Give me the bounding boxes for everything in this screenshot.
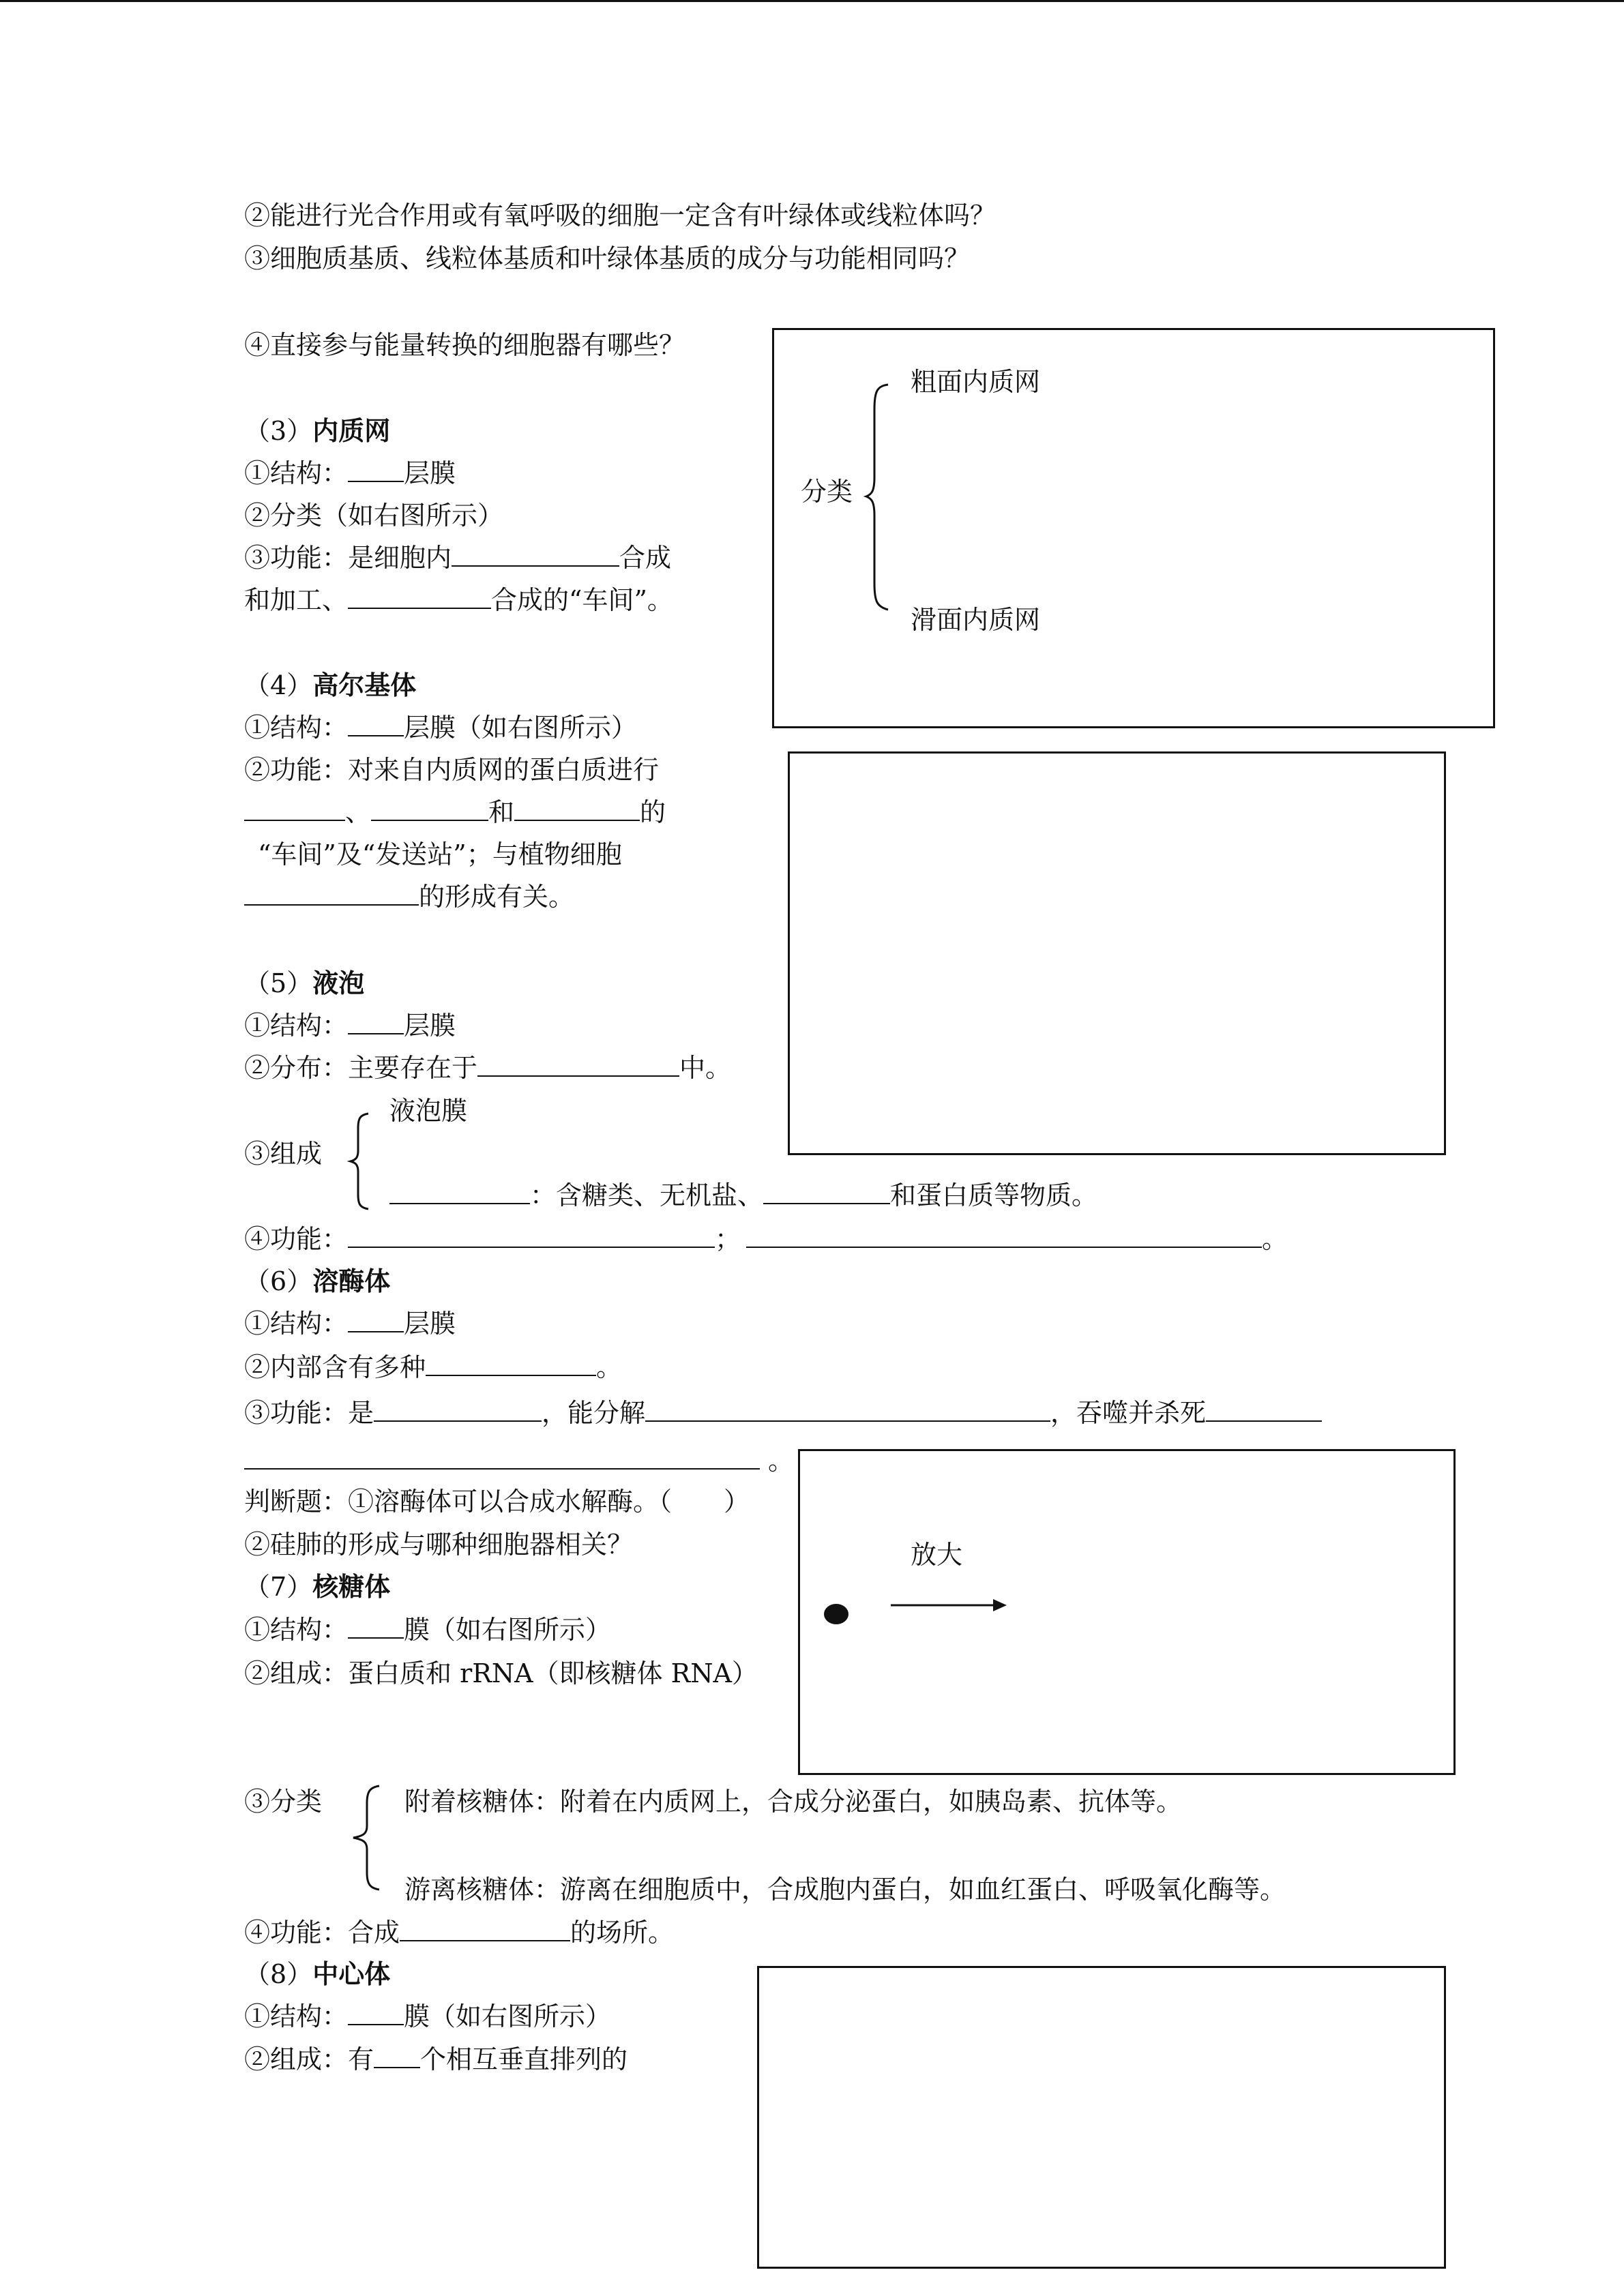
golgi-diagram-box [788,751,1446,1155]
vacuole-membrane: 液泡膜 [389,1096,468,1126]
blank[interactable] [244,882,419,906]
blank[interactable] [348,1011,404,1034]
blank[interactable] [348,1309,404,1332]
blank[interactable] [514,798,640,821]
er-classification: ②分类（如右图所示） [244,501,504,531]
ribosome-free: 游离核糖体：游离在细胞质中，合成胞内蛋白，如血红蛋白、呼吸氧化酶等。 [404,1875,1286,1905]
blank[interactable] [400,1918,570,1941]
lysosome-judge: 判断题：①溶酶体可以合成水解酶。（ ） [244,1487,750,1517]
centrosome-diagram-box [757,1966,1446,2269]
er-diagram-brace [865,382,892,614]
top-border-line [0,0,1624,2]
ribosome-attached: 附着核糖体：附着在内质网上，合成分泌蛋白，如胰岛素、抗体等。 [404,1787,1183,1817]
centrosome-heading: （8）中心体 [244,1958,391,1989]
vacuole-structure: ①结构： 层膜 [244,1011,456,1041]
blank[interactable] [244,798,345,821]
er-smooth-label: 滑面内质网 [911,605,1041,635]
ribosome-enlarge-figure [818,1589,1023,1630]
golgi-function-line2: 、 和 的 [244,797,666,827]
blank[interactable] [348,586,491,609]
ribosome-class-label: ③分类 [244,1787,323,1817]
lysosome-function: ③功能：是 ，能分解 ，吞噬并杀死 [244,1398,1322,1428]
er-heading: （3）内质网 [244,415,391,446]
blank[interactable] [244,1446,760,1470]
blank[interactable] [645,1399,1050,1422]
er-function: ③功能：是细胞内 合成 [244,543,672,573]
golgi-function-line1: ②功能：对来自内质网的蛋白质进行 [244,755,660,785]
vacuole-heading: （5）液泡 [244,968,365,998]
ribosome-heading: （7）核糖体 [244,1571,391,1602]
vacuole-sap: ：含糖类、无机盐、 和蛋白质等物质。 [389,1180,1097,1210]
ribosome-composition: ②组成：蛋白质和 rRNA（即核糖体 RNA） [244,1658,758,1688]
blank[interactable] [374,2045,420,2068]
blank[interactable] [477,1054,679,1077]
vacuole-function: ④功能： ； 。 [244,1224,1288,1254]
blank[interactable] [389,1181,530,1204]
lysosome-silicosis: ②硅肺的形成与哪种细胞器相关？ [244,1530,634,1560]
blank[interactable] [348,459,404,482]
blank[interactable] [746,1225,1262,1248]
blank[interactable] [348,713,404,736]
vacuole-composition-brace [349,1112,371,1211]
lysosome-contents: ②内部含有多种 。 [244,1352,623,1382]
vacuole-composition-label: ③组成 [244,1139,323,1169]
blank[interactable] [348,1615,404,1639]
lysosome-heading: （6）溶酶体 [244,1266,391,1296]
blank[interactable] [426,1353,596,1376]
lysosome-structure: ①结构： 层膜 [244,1309,456,1339]
er-diagram-label: 分类 [801,477,853,507]
question-3: ③细胞质基质、线粒体基质和叶绿体基质的成分与功能相同吗？ [244,243,971,273]
blank[interactable] [452,543,619,567]
question-4: ④直接参与能量转换的细胞器有哪些？ [244,330,685,360]
er-rough-label: 粗面内质网 [911,367,1041,397]
lysosome-function-cont: 。 [244,1446,794,1476]
blank[interactable] [348,1225,715,1248]
enlarge-label: 放大 [911,1540,963,1570]
ribosome-function: ④功能：合成 的场所。 [244,1918,675,1948]
er-function-line2: 和加工、 合成的“车间”。 [244,585,673,615]
ribosome-structure: ①结构： 膜（如右图所示） [244,1615,612,1645]
golgi-heading: （4）高尔基体 [244,670,417,700]
blank[interactable] [371,798,488,821]
er-structure: ①结构： 层膜 [244,458,456,488]
enlarge-arrowhead [993,1599,1007,1611]
centrosome-structure: ①结构： 膜（如右图所示） [244,2001,612,2031]
blank[interactable] [348,2002,404,2025]
golgi-function-line4: 的形成有关。 [244,882,574,912]
question-2: ②能进行光合作用或有氧呼吸的细胞一定含有叶绿体或线粒体吗？ [244,200,996,230]
blank[interactable] [763,1181,890,1204]
blank[interactable] [374,1399,542,1422]
centrosome-composition: ②组成：有 个相互垂直排列的 [244,2044,628,2074]
ribosome-dot [824,1604,848,1624]
blank[interactable] [1206,1399,1322,1422]
ribosome-class-brace [352,1784,382,1892]
vacuole-distribution: ②分布：主要存在于 中。 [244,1053,732,1083]
golgi-function-line3: “车间”及“发送站”；与植物细胞 [258,839,622,869]
golgi-structure: ①结构： 层膜（如右图所示） [244,713,638,743]
